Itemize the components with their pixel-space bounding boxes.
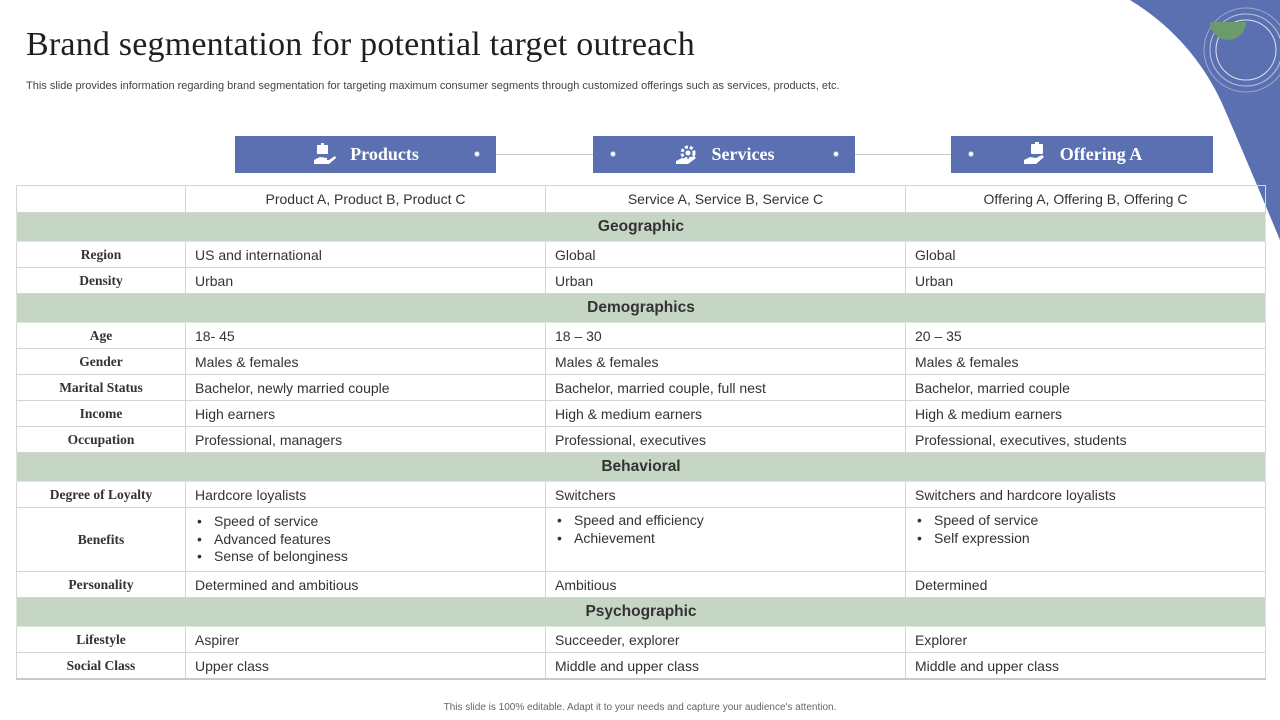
header-services <box>593 136 855 173</box>
list-item: • Sense of belonginess <box>195 548 536 566</box>
list-item: • Self expression <box>915 530 1256 548</box>
connector-dot <box>968 151 974 157</box>
table-row <box>17 349 1266 375</box>
column-header: Product A, Product B, Product C <box>186 186 546 213</box>
table-cell: 18 – 30 <box>546 323 906 349</box>
page-subtitle: This slide provides information regarding brand segmentation for targeting maximum consumer segments through customized offerings such as services, products, etc. <box>26 80 840 92</box>
connector-dot <box>610 151 616 157</box>
row-label: Age <box>17 323 186 349</box>
table-row <box>17 242 1266 268</box>
header-connector <box>496 154 593 155</box>
section-title: Behavioral <box>17 453 1266 482</box>
segmentation-table <box>16 185 1266 680</box>
product-box-hand-icon <box>312 142 338 168</box>
table-cell: Middle and upper class <box>906 653 1266 680</box>
table-cell: Explorer <box>906 627 1266 653</box>
table-cell: Determined and ambitious <box>186 572 546 598</box>
table-cell: Urban <box>186 268 546 294</box>
table-row <box>17 627 1266 653</box>
table-cell: 18- 45 <box>186 323 546 349</box>
bullet-list <box>915 512 1256 547</box>
header-services-label: Services <box>711 144 775 164</box>
table-row <box>17 508 1266 572</box>
list-item: • Speed of service <box>915 512 1256 530</box>
row-label: Gender <box>17 349 186 375</box>
column-header: Service A, Service B, Service C <box>546 186 906 213</box>
table-cell: Switchers and hardcore loyalists <box>906 482 1266 508</box>
table-cell: Bachelor, married couple <box>906 375 1266 401</box>
gear-hand-icon <box>674 142 700 168</box>
table-cell: High earners <box>186 401 546 427</box>
table-cell: Professional, executives, students <box>906 427 1266 453</box>
list-item: • Speed of service <box>195 513 536 531</box>
table-cell: Bachelor, married couple, full nest <box>546 375 906 401</box>
table-cell: Determined <box>906 572 1266 598</box>
table-cell: Aspirer <box>186 627 546 653</box>
table-cell: 20 – 35 <box>906 323 1266 349</box>
row-label: Occupation <box>17 427 186 453</box>
table-cell: Global <box>906 242 1266 268</box>
table-cell: Urban <box>906 268 1266 294</box>
row-label: Lifestyle <box>17 627 186 653</box>
section-title: Demographics <box>17 294 1266 323</box>
header-products-label: Products <box>350 144 419 164</box>
table-cell: Global <box>546 242 906 268</box>
table-row <box>17 401 1266 427</box>
table-cell <box>186 508 546 572</box>
column-header: Offering A, Offering B, Offering C <box>906 186 1266 213</box>
page-title: Brand segmentation for potential target outreach <box>26 26 695 63</box>
column-header-row <box>17 186 1266 213</box>
table-cell: Urban <box>546 268 906 294</box>
section-title: Geographic <box>17 213 1266 242</box>
table-cell <box>546 508 906 572</box>
section-title: Psychographic <box>17 598 1266 627</box>
table-cell: High & medium earners <box>906 401 1266 427</box>
row-label: Degree of Loyalty <box>17 482 186 508</box>
table-row <box>17 482 1266 508</box>
table-row <box>17 375 1266 401</box>
row-label: Marital Status <box>17 375 186 401</box>
offer-hand-icon <box>1022 142 1048 168</box>
section-header-psychographic <box>17 598 1266 627</box>
table-cell: Middle and upper class <box>546 653 906 680</box>
table-cell: Males & females <box>546 349 906 375</box>
list-item: • Speed and efficiency <box>555 512 896 530</box>
section-header-demographics <box>17 294 1266 323</box>
row-label: Social Class <box>17 653 186 680</box>
row-label: Region <box>17 242 186 268</box>
table-cell: Upper class <box>186 653 546 680</box>
header-products <box>235 136 496 173</box>
header-offering-label: Offering A <box>1059 144 1143 164</box>
footer-note: This slide is 100% editable. Adapt it to your needs and capture your audience's attention. <box>443 702 837 713</box>
section-header-geographic <box>17 213 1266 242</box>
table-cell <box>906 508 1266 572</box>
connector-dot <box>474 151 480 157</box>
row-label: Income <box>17 401 186 427</box>
table-cell: Professional, managers <box>186 427 546 453</box>
bullet-list <box>195 513 536 566</box>
table-cell: Hardcore loyalists <box>186 482 546 508</box>
section-header-behavioral <box>17 453 1266 482</box>
table-cell: Succeeder, explorer <box>546 627 906 653</box>
list-item: • Advanced features <box>195 531 536 549</box>
header-connector <box>855 154 951 155</box>
connector-dot <box>833 151 839 157</box>
header-offering <box>951 136 1213 173</box>
table-cell: Professional, executives <box>546 427 906 453</box>
table-cell: US and international <box>186 242 546 268</box>
table-cell: Bachelor, newly married couple <box>186 375 546 401</box>
table-cell: Ambitious <box>546 572 906 598</box>
table-row <box>17 572 1266 598</box>
table-cell: High & medium earners <box>546 401 906 427</box>
table-row <box>17 653 1266 680</box>
table-row <box>17 323 1266 349</box>
list-item: • Achievement <box>555 530 896 548</box>
table-cell: Males & females <box>906 349 1266 375</box>
table-row <box>17 268 1266 294</box>
row-label: Personality <box>17 572 186 598</box>
bullet-list <box>555 512 896 547</box>
table-cell: Switchers <box>546 482 906 508</box>
table-cell: Males & females <box>186 349 546 375</box>
row-label: Benefits <box>17 508 186 572</box>
row-label: Density <box>17 268 186 294</box>
table-row <box>17 427 1266 453</box>
empty-cell <box>17 186 186 213</box>
